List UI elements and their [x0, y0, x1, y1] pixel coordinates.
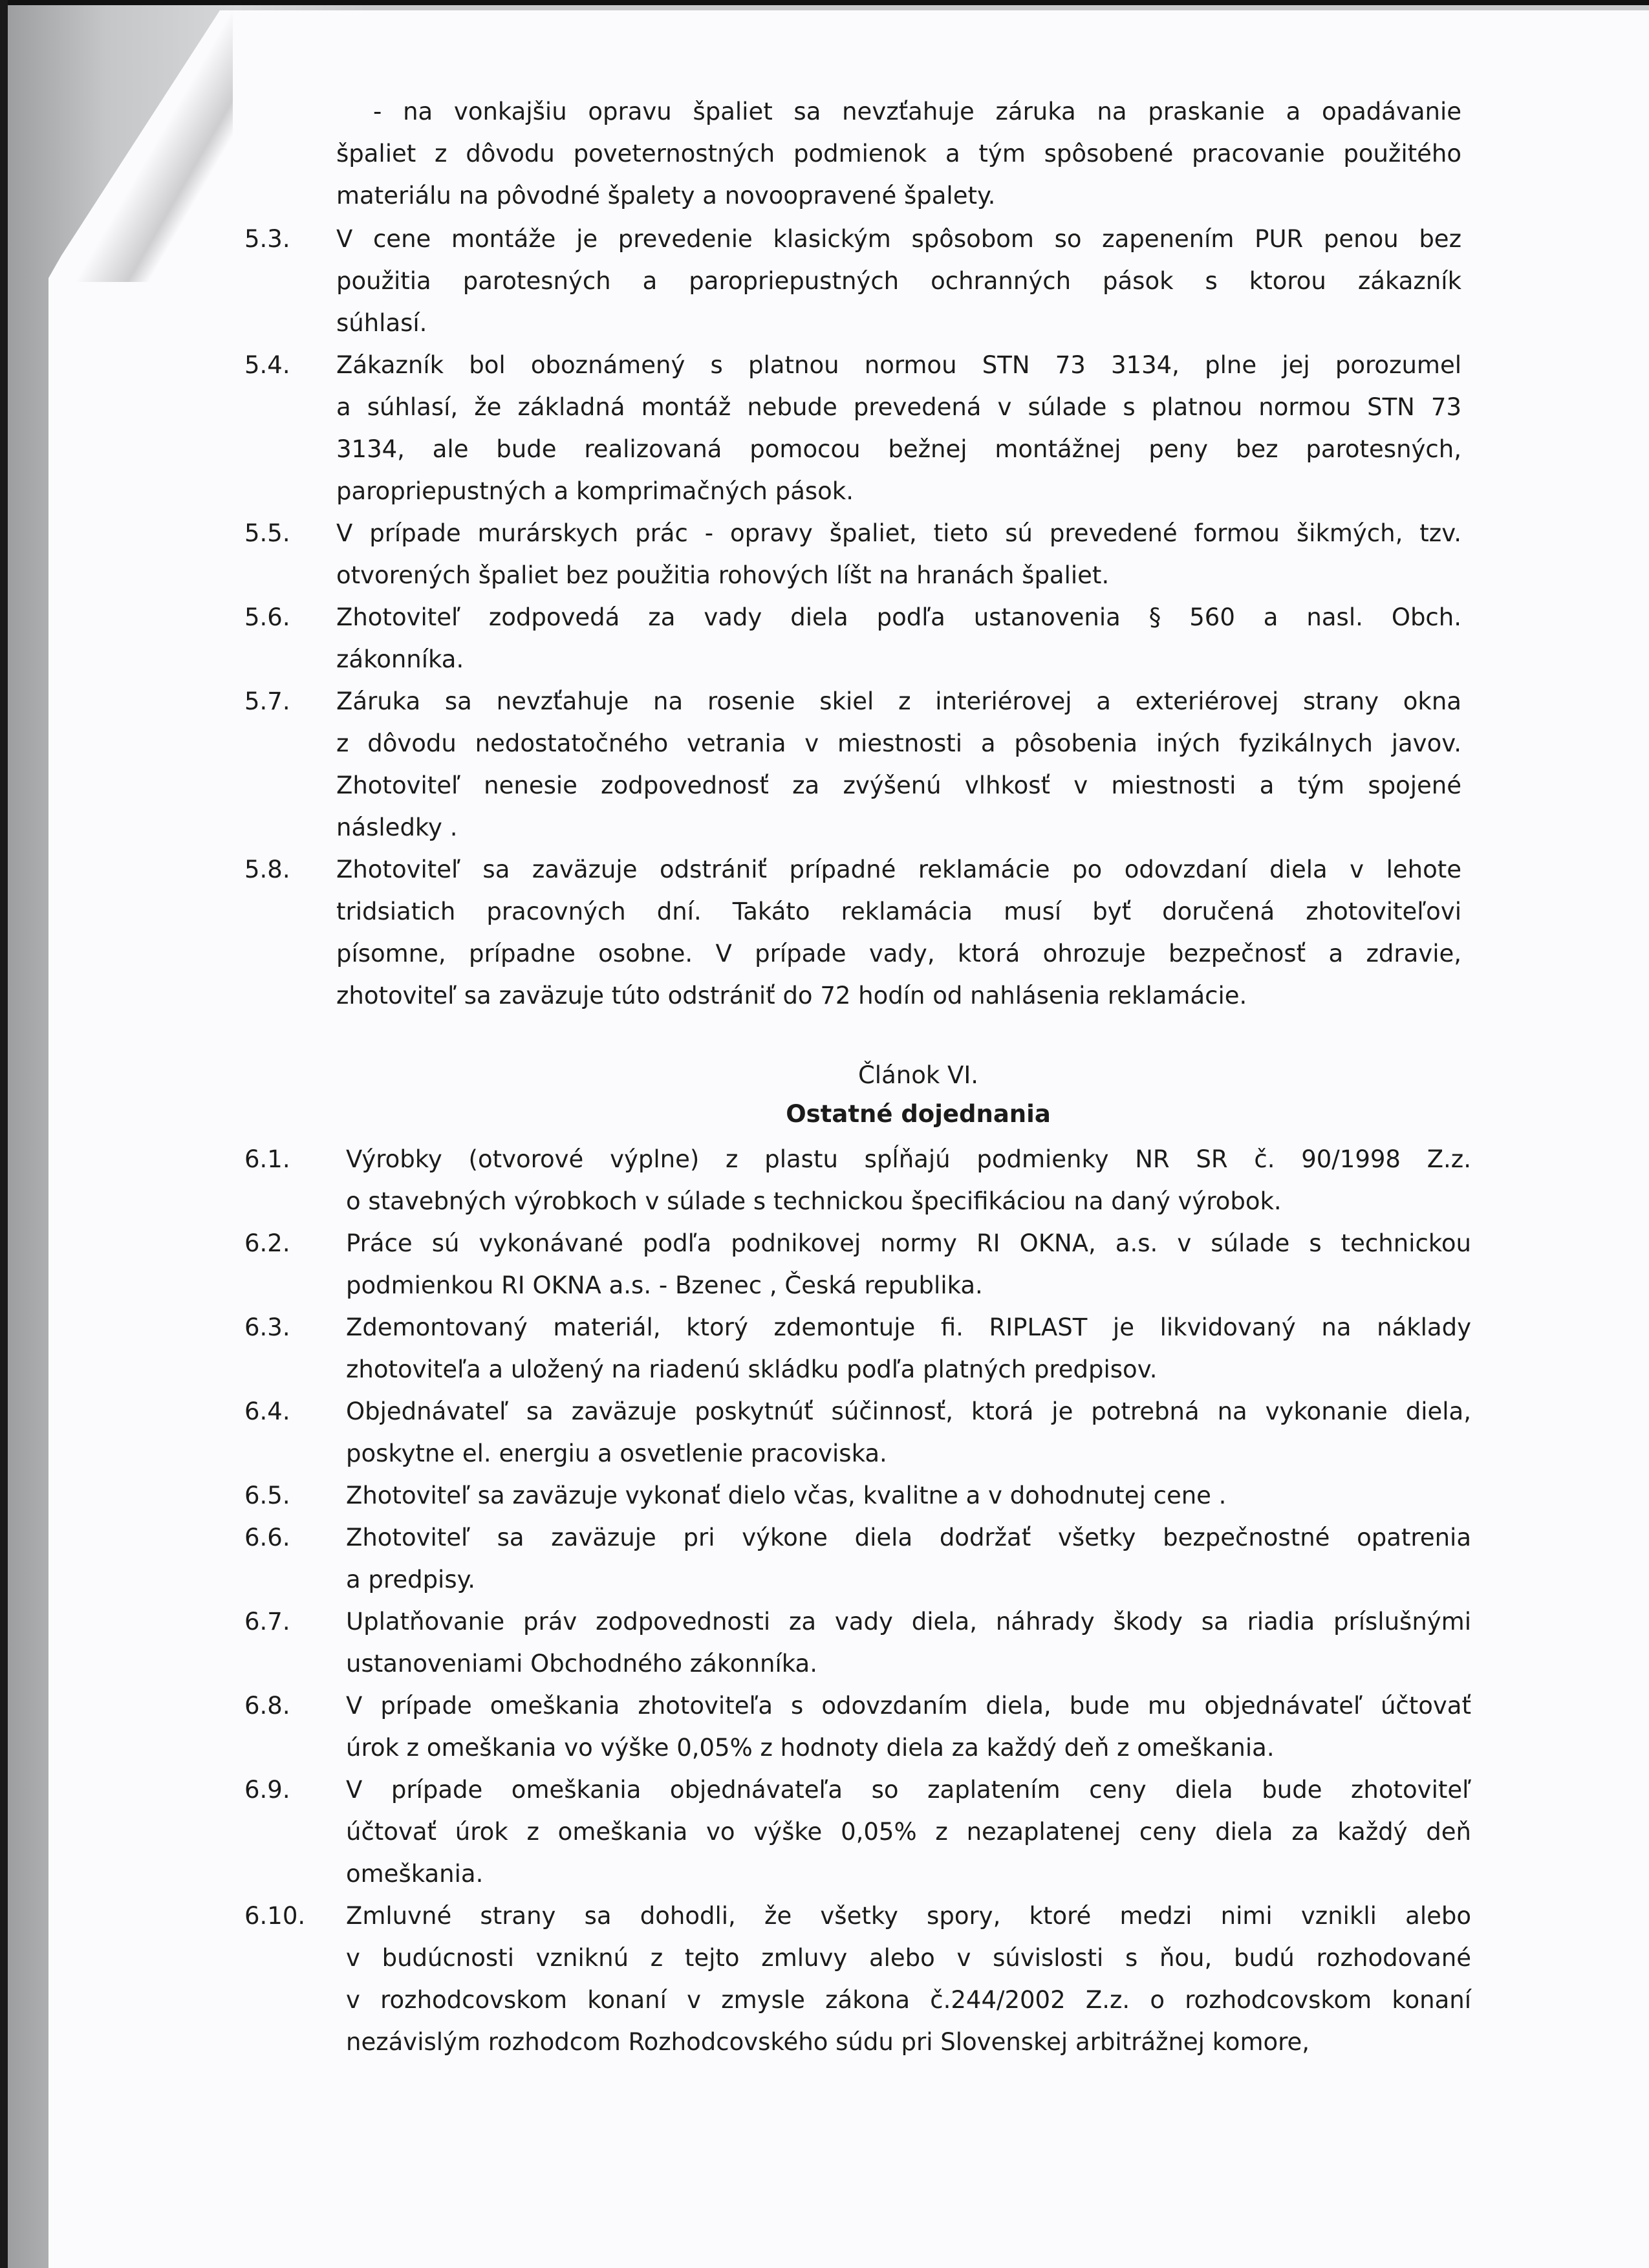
item-text: zákonníka. [336, 645, 464, 673]
item-text: Práce sú vykonávané podľa podnikovej normy RI OKNA, a.s. v súlade s technickou [346, 1229, 1471, 1257]
item-text: písomne, prípadne osobne. V prípade vady, ktorá ohrozuje bezpečnosť a zdravie, [336, 940, 1461, 967]
item-number: 5.4. [244, 351, 290, 379]
item-text: ustanoveniami Obchodného zákonníka. [346, 1650, 817, 1678]
item-text: 3134, ale bude realizovaná pomocou bežnej montážnej peny bez parotesných, [336, 435, 1461, 463]
item-number: 6.3. [244, 1313, 290, 1341]
item-text: súhlasí. [336, 309, 427, 337]
item-text: V cene montáže je prevedenie klasickým spôsobom so zapenením PUR penou bez [336, 225, 1461, 253]
item-text: otvorených špaliet bez použitia rohových líšt na hranách špaliet. [336, 561, 1110, 589]
item-number: 6.8. [244, 1692, 290, 1720]
item-text: účtovať úrok z omeškania vo výške 0,05% z nezaplatenej ceny diela za každý deň [346, 1818, 1471, 1846]
item-number: 6.6. [244, 1524, 290, 1551]
item-text: v budúcnosti vzniknú z tejto zmluvy alebo v súvislosti s ňou, budú rozhodované [346, 1944, 1471, 1972]
item-text: Zhotoviteľ nenesie zodpovednosť za zvýšenú vlhkosť v miestnosti a tým spojené [336, 772, 1461, 799]
intro-line-text: materiálu na pôvodné špalety a novoopravené špalety. [336, 182, 996, 210]
item-number: 5.7. [244, 687, 290, 715]
item-text: Zhotoviteľ sa zaväzuje pri výkone diela dodržať všetky bezpečnostné opatrenia [346, 1524, 1471, 1551]
item-number: 6.2. [244, 1229, 290, 1257]
item-text: Zhotoviteľ zodpovedá za vady diela podľa ustanovenia § 560 a nasl. Obch. [336, 603, 1461, 631]
item-text: zhotoviteľ sa zaväzuje túto odstrániť do 72 hodín od nahlásenia reklamácie. [336, 982, 1247, 1010]
item-text: úrok z omeškania vo výške 0,05% z hodnoty diela za každý deň z omeškania. [346, 1734, 1275, 1762]
item-number: 5.5. [244, 519, 290, 547]
item-number: 6.5. [244, 1482, 290, 1509]
item-number: 6.10. [244, 1902, 306, 1930]
item-number: 5.8. [244, 856, 290, 883]
item-text: Uplatňovanie práv zodpovednosti za vady diela, náhrady škody sa riadia príslušnými [346, 1608, 1471, 1636]
item-text: z dôvodu nedostatočného vetrania v miestnosti a pôsobenia iných fyzikálnych javov. [336, 729, 1461, 757]
intro-line-text: - na vonkajšiu opravu špaliet sa nevzťahuje záruka na praskanie a opadávanie [373, 98, 1461, 125]
item-text: následky . [336, 814, 458, 841]
item-text: paropriepustných a komprimačných pások. [336, 477, 854, 505]
item-text: omeškania. [346, 1860, 484, 1888]
item-text: tridsiatich pracovných dní. Takáto reklamácia musí byť doručená zhotoviteľovi [336, 898, 1461, 925]
item-text: Zdemontovaný materiál, ktorý zdemontuje fi. RIPLAST je likvidovaný na náklady [346, 1313, 1471, 1341]
article-title-text: Ostatné dojednania [786, 1100, 1051, 1128]
item-text: a súhlasí, že základná montáž nebude prevedená v súlade s platnou normou STN 73 [336, 393, 1461, 421]
item-text: v rozhodcovskom konaní v zmysle zákona č.244/2002 Z.z. o rozhodcovskom konaní [346, 1986, 1471, 2014]
item-text: a predpisy. [346, 1566, 475, 1593]
scanner-frame-left [0, 0, 8, 2268]
folded-corner [39, 10, 233, 282]
item-text: V prípade murárskych prác - opravy špaliet, tieto sú prevedené formou šikmých, tzv. [336, 519, 1461, 547]
item-text: Zmluvné strany sa dohodli, že všetky spory, ktoré medzi nimi vznikli alebo [346, 1902, 1471, 1930]
item-text: podmienkou RI OKNA a.s. - Bzenec , Česká republika. [346, 1271, 983, 1299]
item-text: Zhotoviteľ sa zaväzuje vykonať dielo včas, kvalitne a v dohodnutej cene . [346, 1482, 1227, 1509]
item-text: nezávislým rozhodcom Rozhodcovského súdu pri Slovenskej arbitrážnej komore, [346, 2028, 1310, 2056]
item-text: použitia parotesných a paropriepustných ochranných pások s ktorou zákazník [336, 267, 1461, 295]
article-number-text: Článok VI. [857, 1061, 979, 1089]
item-number: 5.3. [244, 225, 290, 253]
item-text: o stavebných výrobkoch v súlade s technickou špecifikáciou na daný výrobok. [346, 1187, 1282, 1215]
item-text: V prípade omeškania zhotoviteľa s odovzdaním diela, bude mu objednávateľ účtovať [346, 1692, 1471, 1720]
item-number: 6.9. [244, 1776, 290, 1804]
item-text: Zákazník bol oboznámený s platnou normou STN 73 3134, plne jej porozumel [336, 351, 1461, 379]
item-text: Objednávateľ sa zaväzuje poskytnúť súčinnosť, ktorá je potrebná na vykonanie diela, [346, 1398, 1471, 1425]
intro-line-text: špaliet z dôvodu poveternostných podmienok a tým spôsobené pracovanie použitého [336, 140, 1461, 167]
item-text: V prípade omeškania objednávateľa so zaplatením ceny diela bude zhotoviteľ [346, 1776, 1471, 1804]
item-text: zhotoviteľa a uložený na riadenú skládku podľa platných predpisov. [346, 1355, 1158, 1383]
item-number: 5.6. [244, 603, 290, 631]
item-text: Výrobky (otvorové výplne) z plastu spĺňajú podmienky NR SR č. 90/1998 Z.z. [346, 1145, 1471, 1173]
scanner-frame-top [0, 0, 1649, 5]
item-text: Záruka sa nevzťahuje na rosenie skiel z interiérovej a exteriérovej strany okna [336, 687, 1461, 715]
item-number: 6.7. [244, 1608, 290, 1636]
item-text: Zhotoviteľ sa zaväzuje odstrániť prípadné reklamácie po odovzdaní diela v lehote [336, 856, 1461, 883]
item-text: poskytne el. energiu a osvetlenie pracoviska. [346, 1440, 887, 1467]
item-number: 6.1. [244, 1145, 290, 1173]
item-number: 6.4. [244, 1398, 290, 1425]
